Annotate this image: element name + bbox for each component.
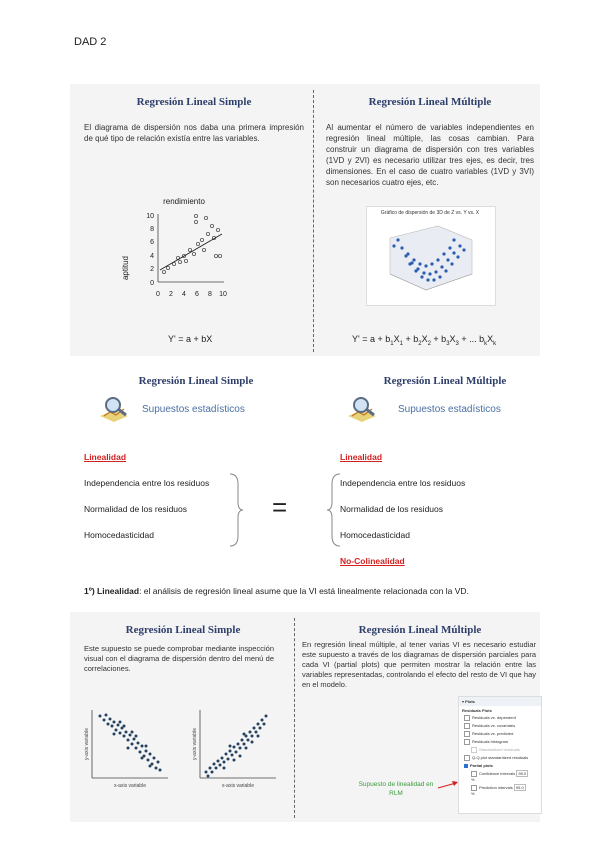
section2-right-title: Regresión Lineal Múltiple [383,375,507,387]
x-tick: 0 [156,291,160,298]
x-tick: 6 [195,291,199,298]
right-list-title: Linealidad [340,452,383,462]
section3-left-title: Regresión Lineal Simple [125,624,241,636]
supuestos-left: Supuestos estadísticos [142,404,245,415]
y-tick: 0 [150,280,154,287]
menu-option[interactable]: Residuals vs. covariates [459,722,541,730]
scatter-ylabel: aptitud [121,255,130,281]
supuestos-right: Supuestos estadísticos [398,404,501,415]
magnifier-chart-icon [96,394,132,424]
plot1-ylabel: y-axis variable [84,728,90,760]
left-item: Homocedasticidad [84,530,154,540]
right-item: Homocedasticidad [340,530,410,540]
section1-right-title: Regresión Lineal Múltiple [368,96,492,108]
formula-multiple: $Y' = a + b_1X_1 + b_2X_2 + b_3X_3$ + ... $b_kX_k$ [352,334,497,347]
linealidad-paragraph: 1º) Linealidad: el análisis de regresión lineal asume que la VI está linealmente relacionada con la VD. [84,586,469,596]
plot3d-title: Gráfico de dispersión de 3D de Z vs. Y vs. X [380,210,480,216]
plot2-ylabel: y-axis variable [192,728,198,760]
formula-simple: Y' = a + bX [168,334,213,344]
plot1-xlabel: x-axis variable [114,783,146,789]
section1-divider [313,90,314,352]
section1-left-text: El diagrama de dispersión nos daba una primera impresión de qué tipo de relación existía entre las variables. [84,123,304,143]
x-tick: 8 [208,291,212,298]
magnifier-chart-icon [344,394,380,424]
menu-option[interactable]: Residuals vs. predicted [459,730,541,738]
plot2-xlabel: x-axis variable [222,783,254,789]
section3-right-text: En regresión lineal múltiple, al tener varias VI es necesario estudiar este supuesto a través de los diagramas de dispersión parciales para cada VI (partial plots) que permiten mostrar la relación entre las variables representadas, controlando el efecto del resto de VI que hay en el modelo. [302,640,536,689]
regression-line [160,234,222,270]
positive-scatter-plot [188,706,278,792]
menu-option[interactable]: Prediction intervals 95.0% [471,785,524,796]
section3-left-text: Este supuesto se puede comprobar mediante inspección visual con el diagrama de dispersión dentro del menú de correlaciones. [84,644,274,673]
menu-option[interactable]: Q-Q plot standardized residuals [459,754,541,762]
partial-plots-option[interactable]: Partial plots [459,762,541,769]
pi-input[interactable]: 95.0 [515,785,524,790]
y-tick: 8 [150,226,154,233]
equals-sign: = [272,492,288,522]
checkbox-checked-icon [464,764,468,768]
menu-option[interactable]: Standardized residuals [459,746,541,754]
left-item: Normalidad de los residuos [84,504,187,514]
plot3d-chart [368,218,492,302]
x-tick: 2 [169,291,173,298]
annotation-arrow [436,778,460,792]
linearity-annotation: Supuesto de linealidad en RLM [358,781,434,797]
plots-menu-section: Residuals Plots [462,708,492,713]
left-brace [228,472,244,548]
section3-divider [294,618,295,818]
section1-right-text: Al aumentar el número de variables independientes en regresión lineal múltiple, las cosas cambian. Para construir un diagrama de dispersión con tres variables (1VD y 2VI) es necesario utilizar tres ejes, es decir, tres dimensiones. En el caso de cuatro variables (1VD y 3VI) son necesarios cuatro ejes, etc. [326,123,534,187]
menu-option[interactable]: Residuals histogram [459,738,541,746]
x-tick: 4 [182,291,186,298]
plots-menu-header[interactable]: ▾ Plots [459,697,541,706]
scatter-title: rendimiento [163,197,205,206]
page-header: DAD 2 [74,36,107,48]
y-tick: 10 [146,213,154,220]
left-list-title: Linealidad [84,452,127,462]
y-tick: 4 [150,253,154,260]
section2-left-title: Regresión Lineal Simple [138,375,254,387]
right-extra: No-Colinealidad [340,556,405,566]
right-item: Independencia entre los residuos [340,478,466,488]
ci-input[interactable]: 95.0 [518,771,527,776]
plots-menu [458,696,542,814]
menu-option[interactable]: Confidence intervals 95.0% [471,771,527,782]
y-tick: 2 [150,266,154,273]
x-tick: 10 [219,291,227,298]
simple-scatter-plot [108,192,238,304]
left-item: Independencia entre los residuos [84,478,210,488]
negative-scatter-plot [80,706,170,792]
y-tick: 6 [150,239,154,246]
menu-option[interactable]: Residuals vs. dependent [459,714,541,722]
section3-right-title: Regresión Lineal Múltiple [358,624,482,636]
section1-left-title: Regresión Lineal Simple [136,96,252,108]
right-item: Normalidad de los residuos [340,504,443,514]
